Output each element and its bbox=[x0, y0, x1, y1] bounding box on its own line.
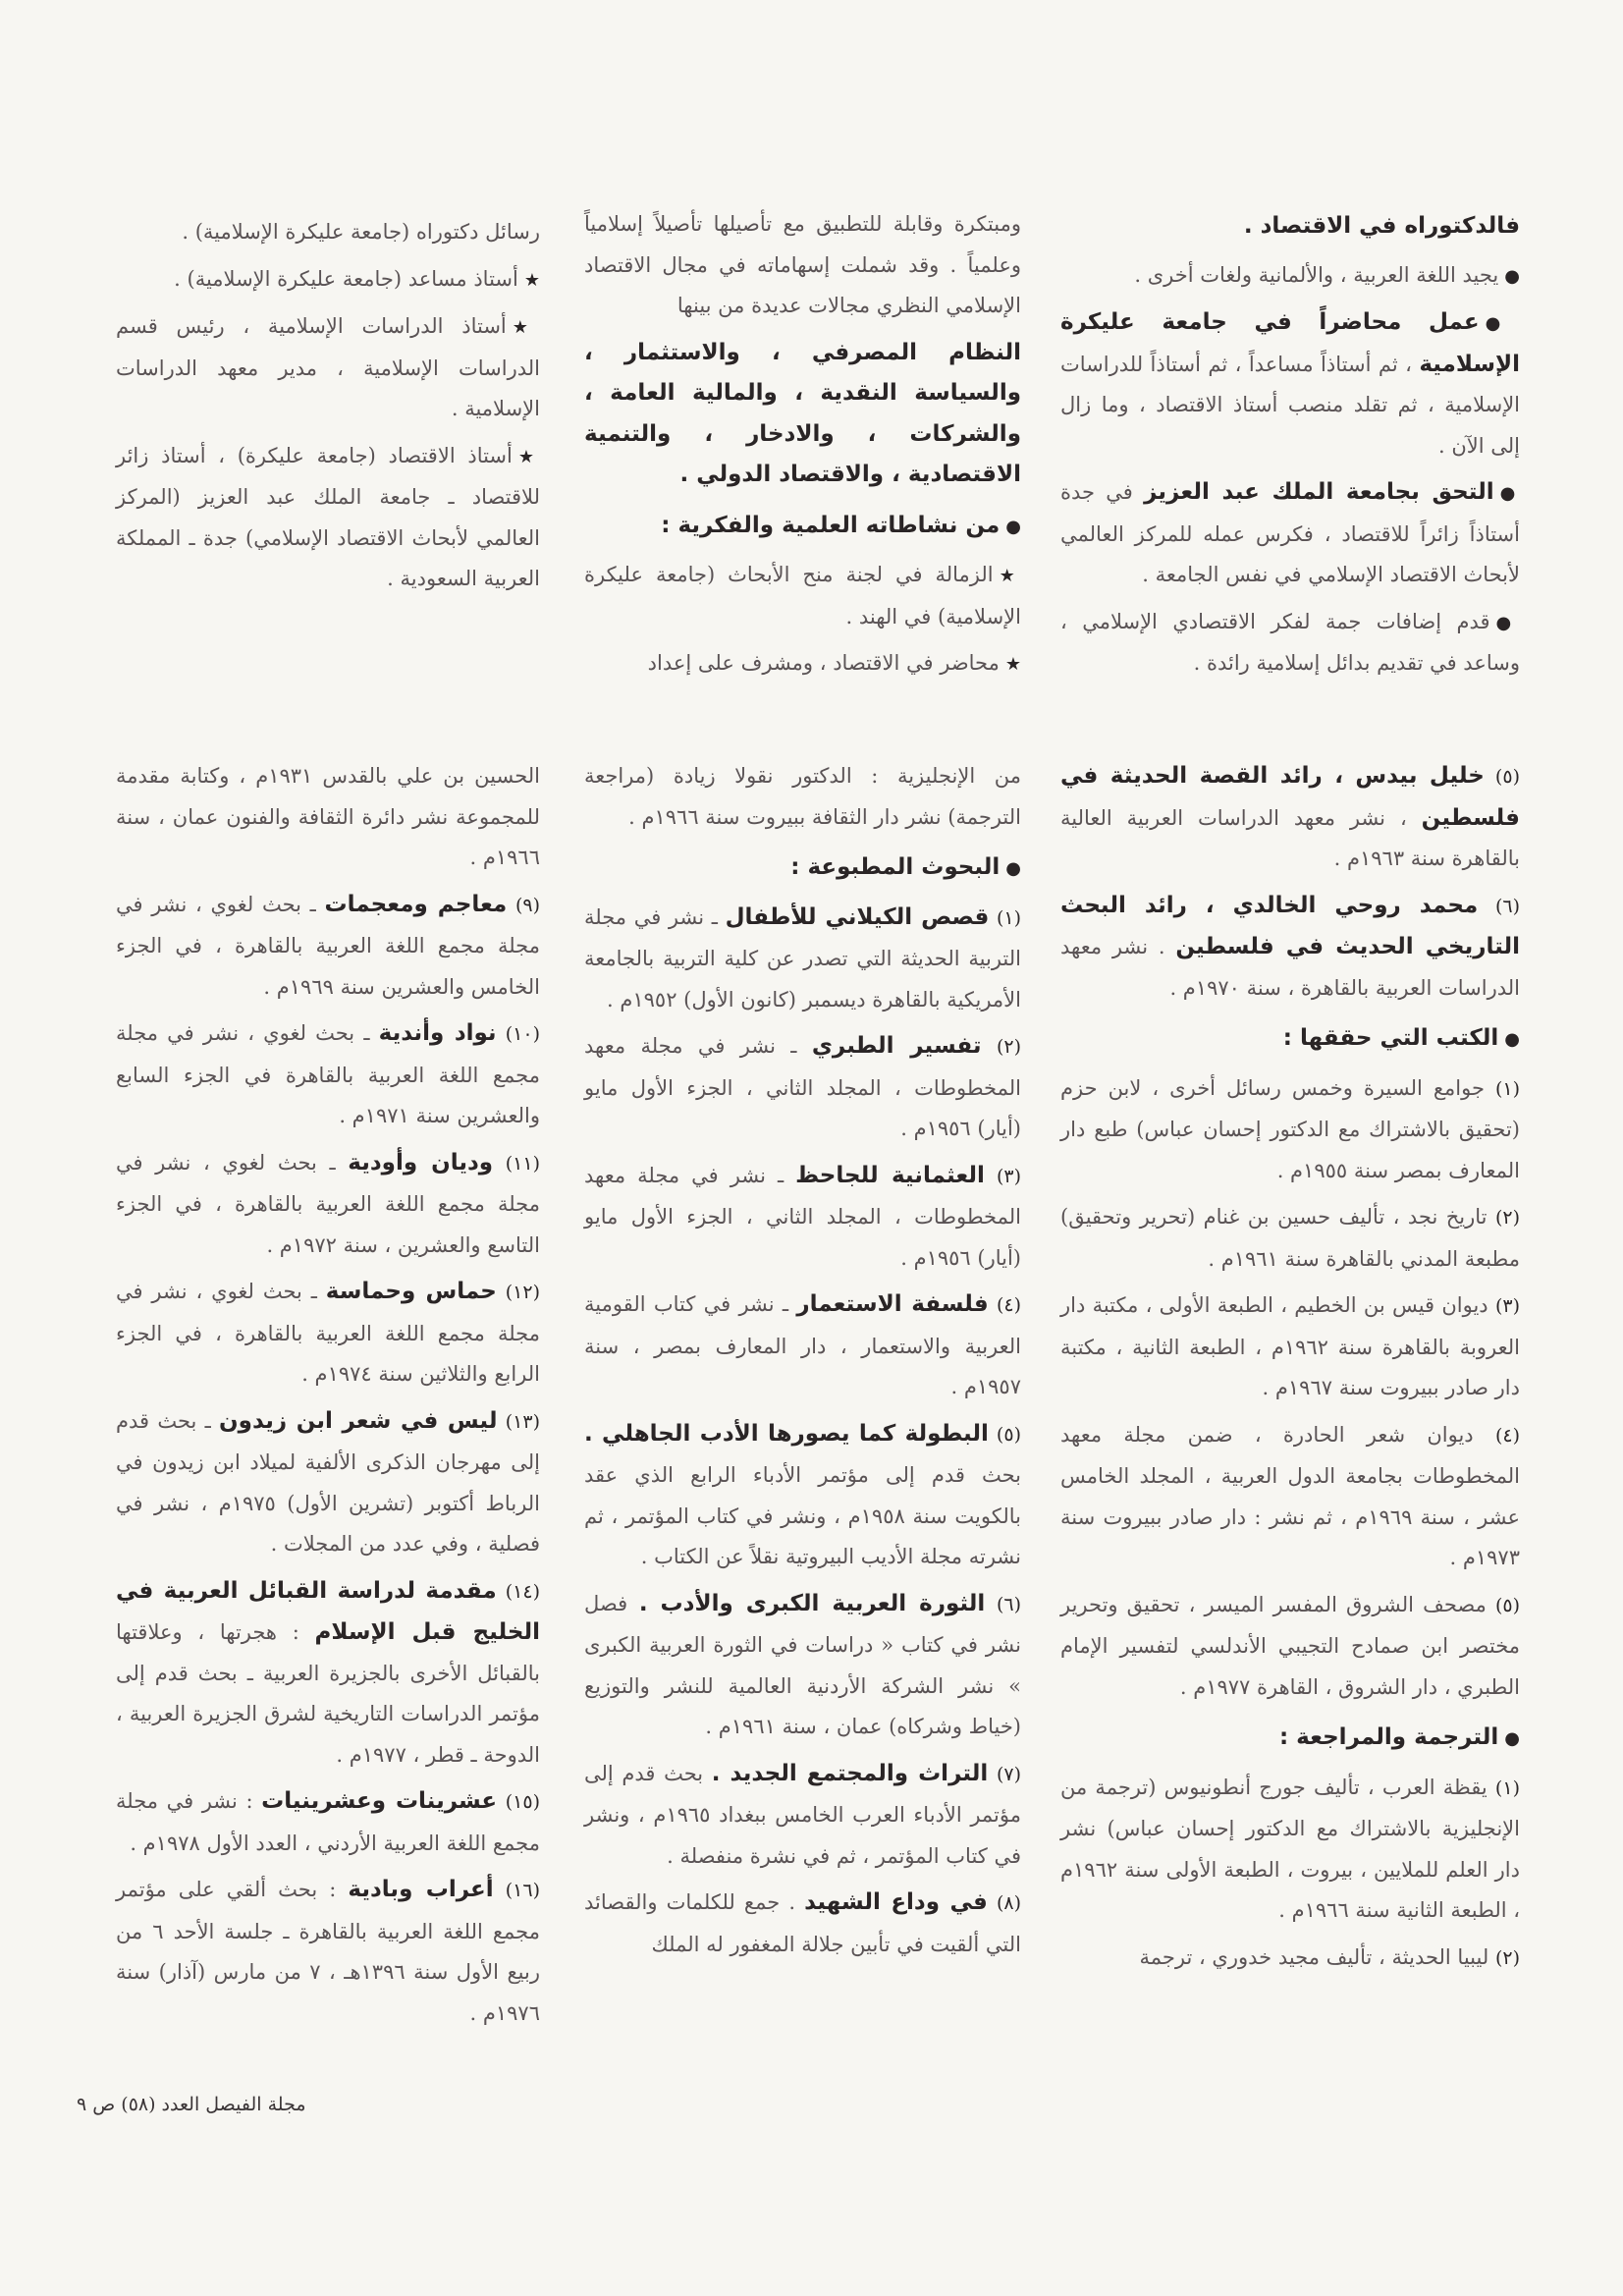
item-title: البطولة كما يصورها الأدب الجاهلي . bbox=[584, 1420, 989, 1447]
list-item bbox=[1060, 255, 1520, 298]
item-text: ـ نشر في كتاب القومية العربية والاستعمار ، دار المعارف بمصر ، سنة ١٩٥٧م . bbox=[584, 1292, 1021, 1398]
list-item bbox=[584, 1414, 1021, 1578]
star-icon: ★ bbox=[523, 269, 540, 291]
item-text: ـ نشر في مجلة معهد المخطوطات ، المجلد الثاني ، الجزء الأول مايو (أيار) ١٩٥٦م . bbox=[584, 1163, 1021, 1270]
list-item bbox=[116, 1272, 540, 1395]
item-text: قدم إضافات جمة لفكر الاقتصادي الإسلامي ، وساعد في تقديم بدائل إسلامية رائدة . bbox=[1060, 609, 1520, 675]
bottom-left-column bbox=[116, 756, 540, 2040]
item-number: (٣) bbox=[996, 1165, 1021, 1187]
list-item bbox=[116, 212, 540, 253]
section-heading bbox=[584, 847, 1021, 890]
list-item bbox=[584, 204, 1021, 327]
item-text: ـ نشر في مجلة معهد المخطوطات ، المجلد الثاني ، الجزء الأول مايو (أيار) ١٩٥٦م . bbox=[584, 1034, 1021, 1140]
item-number: (٦) bbox=[1494, 895, 1520, 917]
item-number: (٨) bbox=[996, 1892, 1021, 1914]
item-text: ليبيا الحديثة ، تأليف مجيد خدوري ، ترجمة bbox=[1139, 1944, 1489, 1969]
item-number: (١٣) bbox=[505, 1410, 540, 1433]
item-text: الزمالة في لجنة منح الأبحاث (جامعة عليكرة الإسلامية) في الهند . bbox=[584, 563, 1021, 629]
item-number: (٥) bbox=[1494, 1594, 1520, 1616]
star-icon: ★ bbox=[999, 566, 1021, 586]
item-text: بحث قدم إلى مؤتمر الأدباء الرابع الذي عقد بالكويت سنة ١٩٥٨م ، ونشر في كتاب المؤتمر ، ثم نشرته مجلة الأديب البيروتية نقلاً عن الكتاب . bbox=[584, 1463, 1021, 1568]
list-item bbox=[584, 1285, 1021, 1408]
item-text: . نشر معهد الدراسات العربية بالقاهرة ، سنة ١٩٧٠م . bbox=[1060, 935, 1520, 1000]
item-text: ـ بحث لغوي ، نشر في مجلة مجمع اللغة العربية بالقاهرة ، في الجزء الخامس والعشرين سنة ١٩٦٩م . bbox=[116, 892, 540, 999]
item-number: (١) bbox=[1494, 1777, 1520, 1799]
bottom-right-column bbox=[1060, 756, 1520, 1985]
list-item bbox=[1060, 756, 1520, 880]
item-text: الحسين بن علي بالقدس ١٩٣١م ، وكتابة مقدمة للمجموعة نشر دائرة الثقافة والفنون عمان ، سنة ١٩٦٦م . bbox=[116, 764, 540, 869]
item-text: يجيد اللغة العربية ، والألمانية ولغات أخرى . bbox=[1134, 262, 1499, 287]
item-text: ـ بحث قدم إلى مهرجان الذكرى الألفية لميلاد ابن زيدون في الرباط أكتوبر (تشرين الأول) ١٩٧٥م ، نشر في فصلية ، وفي عدد من المجلات . bbox=[116, 1408, 540, 1556]
item-text: ديوان قيس بن الخطيم ، الطبعة الأولى ، مكتبة دار العروبة بالقاهرة سنة ١٩٦٢م ، الطبعة الثانية ، مكتبة دار صادر ببيروت سنة ١٩٦٧م . bbox=[1060, 1293, 1520, 1399]
item-title: خليل بيدس ، رائد القصة الحديثة في فلسطين bbox=[1060, 763, 1520, 831]
list-item bbox=[584, 1754, 1021, 1878]
list-item bbox=[116, 1401, 540, 1565]
item-number: (٢) bbox=[1494, 1207, 1520, 1229]
item-text: محاضر في الاقتصاد ، ومشرف على إعداد bbox=[647, 651, 1000, 675]
section-heading bbox=[1060, 1018, 1520, 1061]
item-text: فصل نشر في كتاب « دراسات في الثورة العربية الكبرى » نشر الشركة الأردنية العالمية للنشر والتوزيع (خياط وشركاه) عمان ، سنة ١٩٦١م . bbox=[584, 1591, 1021, 1738]
list-item bbox=[584, 1156, 1021, 1280]
page-footer: مجلة الفيصل العدد (٥٨) ص ٩ bbox=[77, 2094, 306, 2115]
bottom-middle-column bbox=[584, 756, 1021, 1971]
item-text: : هجرتها ، وعلاقتها بالقبائل الأخرى بالجزيرة العربية ـ بحث قدم إلى مؤتمر الدراسات التاريخية لشرق الجزيرة العربية ، الدوحة ـ قطر ، ١٩٧٧م . bbox=[116, 1620, 540, 1767]
item-number: (١٢) bbox=[505, 1282, 540, 1303]
item-title: التراث والمجتمع الجديد . bbox=[711, 1760, 989, 1786]
list-item bbox=[116, 1571, 540, 1777]
item-number: (١١) bbox=[505, 1152, 541, 1175]
list-item bbox=[1060, 1938, 1520, 1980]
item-text: رسائل دكتوراه (جامعة عليكرة الإسلامية) . bbox=[182, 220, 540, 244]
list-item bbox=[1060, 472, 1520, 596]
item-number: (٤) bbox=[1494, 1424, 1520, 1447]
item-number: (٩) bbox=[514, 894, 540, 916]
list-item bbox=[584, 1883, 1021, 1965]
item-number: (٥) bbox=[1494, 766, 1520, 788]
item-number: (١) bbox=[996, 906, 1022, 929]
item-title: محمد روحي الخالدي ، رائد البحث التاريخي الحديث في فلسطين bbox=[1060, 892, 1520, 959]
item-text: : نشر في مجلة مجمع اللغة العربية الأردني ، العدد الأول ١٩٧٨م . bbox=[116, 1789, 540, 1855]
item-title: حماس وحماسة bbox=[325, 1279, 497, 1304]
item-text: ديوان شعر الحادرة ، ضمن مجلة معهد المخطوطات بجامعة الدول العربية ، المجلد الخامس عشر ، سنة ١٩٦٩م ، ثم نشر : دار صادر ببيروت سنة ١٩٧٣م . bbox=[1060, 1422, 1520, 1569]
heading-text: الترجمة والمراجعة : bbox=[1278, 1724, 1499, 1750]
bullet-icon: ● bbox=[1005, 516, 1021, 537]
star-icon: ★ bbox=[517, 446, 541, 467]
bullet-icon: ● bbox=[1005, 858, 1021, 879]
item-number: (٤) bbox=[996, 1294, 1021, 1316]
bullet-icon: ● bbox=[1495, 612, 1520, 633]
item-title: الثورة العربية الكبرى والأدب . bbox=[638, 1590, 986, 1616]
section-heading bbox=[584, 506, 1021, 548]
list-item bbox=[116, 1870, 540, 2034]
list-item bbox=[116, 885, 540, 1009]
list-item bbox=[584, 1026, 1021, 1150]
item-number: (١٦) bbox=[505, 1880, 540, 1901]
list-item bbox=[116, 259, 540, 301]
list-item bbox=[116, 1143, 540, 1267]
bullet-icon: ● bbox=[1485, 313, 1520, 334]
item-text: يقظة العرب ، تأليف جورج أنطونيوس (ترجمة من الإنجليزية بالاشتراك مع الدكتور إحسان عباس) نشر دار العلم للملايين ، بيروت ، الطبعة الأولى سنة ١٩٦٢م ، الطبعة الثانية سنة ١٩٦٦م . bbox=[1060, 1775, 1520, 1922]
list-item bbox=[584, 756, 1021, 838]
item-title: مقدمة لدراسة القبائل العربية في الخليج قبل الإسلام bbox=[116, 1577, 540, 1645]
list-item bbox=[584, 333, 1021, 496]
item-text: أستاذ الاقتصاد (جامعة عليكرة) ، أستاذ زائر للاقتصاد ـ جامعة الملك عبد العزيز (المركز العالمي لأبحاث الاقتصاد الإسلامي) جدة ـ المملكة العربية السعودية . bbox=[116, 443, 540, 590]
list-item bbox=[584, 1584, 1021, 1748]
item-number: (١) bbox=[1494, 1077, 1520, 1100]
item-title: وديان وأودية bbox=[348, 1149, 494, 1175]
list-item bbox=[116, 306, 540, 430]
bullet-icon: ● bbox=[1504, 1728, 1520, 1749]
item-title: تفسير الطبري bbox=[811, 1033, 982, 1059]
item-text: ـ نشر في مجلة التربية الحديثة التي تصدر عن كلية التربية بالجامعة الأمريكية بالقاهرة ديسمبر (كانون الأول) ١٩٥٢م . bbox=[584, 904, 1021, 1011]
list-item bbox=[584, 898, 1021, 1021]
item-number: (٣) bbox=[1494, 1295, 1520, 1317]
item-text: . جمع للكلمات والقصائد التي ألقيت في تأبين جلالة المغفور له الملك bbox=[584, 1890, 1021, 1956]
item-text: ـ بحث لغوي ، نشر في مجلة مجمع اللغة العربية بالقاهرة ، في الجزء الرابع والثلاثين سنة ١٩٧٤م . bbox=[116, 1280, 540, 1386]
section-heading bbox=[1060, 1718, 1520, 1760]
item-title: نواد وأندية bbox=[378, 1020, 497, 1046]
item-title: ليس في شعر ابن زيدون bbox=[219, 1407, 498, 1434]
item-title: عشرينات وعشرينيات bbox=[261, 1788, 498, 1814]
item-text: تاريخ نجد ، تأليف حسين بن غنام (تحرير وتحقيق) مطبعة المدني بالقاهرة سنة ١٩٦١م . bbox=[1060, 1205, 1520, 1271]
item-number: (١٤) bbox=[505, 1580, 540, 1603]
item-title: العثمانية للجاحظ bbox=[795, 1162, 985, 1188]
item-number: (٢) bbox=[996, 1036, 1021, 1058]
list-item bbox=[1060, 602, 1520, 684]
section-heading: فالدكتوراه في الاقتصاد . bbox=[1243, 213, 1520, 239]
list-item bbox=[1060, 1285, 1520, 1409]
item-title: التحق بجامعة الملك عبد العزيز bbox=[1144, 479, 1494, 505]
star-icon: ★ bbox=[1004, 654, 1021, 675]
heading-text: البحوث المطبوعة : bbox=[790, 854, 1001, 880]
list-item bbox=[116, 756, 540, 879]
item-text: ومبتكرة وقابلة للتطبيق مع تأصيلها تأصيلاً إسلامياً وعلمياً . وقد شملت إسهاماته في مجال الاقتصاد الإسلامي النظري مجالات عديدة من بينها bbox=[584, 212, 1021, 317]
list-item bbox=[1060, 302, 1520, 466]
list-item bbox=[1060, 1415, 1520, 1579]
item-text: في جدة أستاذاً زائراً للاقتصاد ، فكرس عمله للمركز العالمي لأبحاث الاقتصاد الإسلامي في نفس الجامعة . bbox=[1060, 480, 1520, 586]
item-title: النظام المصرفي ، والاستثمار ، والسياسة النقدية ، والمالية العامة ، والشركات ، والادخار ، والتنمية الاقتصادية ، والاقتصاد الدولي . bbox=[584, 339, 1021, 487]
item-title: فلسفة الاستعمار bbox=[796, 1291, 989, 1317]
list-item bbox=[584, 643, 1021, 685]
item-text: ـ بحث لغوي ، نشر في مجلة مجمع اللغة العربية بالقاهرة ، في الجزء التاسع والعشرين ، سنة ١٩٧٢م . bbox=[116, 1150, 540, 1257]
item-text: : بحث ألقي على مؤتمر مجمع اللغة العربية بالقاهرة ـ جلسة الأحد ٦ من ربيع الأول سنة ١٣٩٦هـ ، ٧ من مارس (آذار) سنة ١٩٧٦م . bbox=[116, 1878, 540, 2025]
item-number: (١٥) bbox=[505, 1791, 540, 1813]
list-item bbox=[116, 1013, 540, 1137]
list-item bbox=[116, 1781, 540, 1864]
heading-text: من نشاطاته العلمية والفكرية : bbox=[661, 512, 1001, 538]
list-item bbox=[1060, 1068, 1520, 1192]
list-item bbox=[1060, 1768, 1520, 1932]
item-text: أستاذ الدراسات الإسلامية ، رئيس قسم الدراسات الإسلامية ، مدير معهد الدراسات الإسلامية . bbox=[116, 314, 540, 420]
item-number: (٧) bbox=[996, 1763, 1021, 1785]
item-title: قصص الكيلاني للأطفال bbox=[725, 903, 990, 930]
top-left-column bbox=[116, 212, 540, 606]
item-title: في وداع الشهيد bbox=[804, 1889, 988, 1915]
list-item bbox=[584, 555, 1021, 637]
bullet-icon: ● bbox=[1504, 265, 1520, 287]
bullet-icon: ● bbox=[1504, 1029, 1520, 1050]
heading-text: الكتب التي حققها : bbox=[1282, 1025, 1499, 1051]
item-title: عمل محاضراً في جامعة عليكرة الإسلامية bbox=[1060, 309, 1520, 377]
list-item bbox=[116, 436, 540, 600]
item-number: (٦) bbox=[996, 1593, 1021, 1615]
item-text: بحث قدم إلى مؤتمر الأدباء العرب الخامس ببغداد ١٩٦٥م ، ونشر في كتاب المؤتمر ، ثم في نشرة منفصلة . bbox=[584, 1761, 1021, 1868]
item-text: مصحف الشروق المفسر الميسر ، تحقيق وتحرير مختصر ابن صمادح التجيبي الأندلسي لتفسير الإمام الطبري ، دار الشروق ، القاهرة ١٩٧٧م . bbox=[1060, 1592, 1520, 1699]
item-text: أستاذ مساعد (جامعة عليكرة الإسلامية) . bbox=[174, 266, 518, 291]
list-item bbox=[1060, 1197, 1520, 1280]
item-text: ، ثم أستاذاً مساعداً ، ثم أستاذاً للدراسات الإسلامية ، ثم تقلد منصب أستاذ الاقتصاد ، وما زال إلى الآن . bbox=[1060, 352, 1520, 458]
top-middle-column bbox=[584, 204, 1021, 691]
star-icon: ★ bbox=[512, 317, 540, 338]
item-text: من الإنجليزية : الدكتور نقولا زيادة (مراجعة الترجمة) نشر دار الثقافة ببيروت سنة ١٩٦٦م . bbox=[584, 764, 1021, 829]
top-right-column bbox=[1060, 196, 1520, 690]
bullet-icon: ● bbox=[1499, 483, 1520, 504]
list-item bbox=[1060, 886, 1520, 1010]
item-number: (٥) bbox=[996, 1423, 1021, 1446]
item-title: أعراب وبادية bbox=[348, 1877, 494, 1902]
item-number: (١٠) bbox=[505, 1023, 541, 1045]
item-title: معاجم ومعجمات bbox=[324, 891, 508, 917]
list-item bbox=[1060, 1585, 1520, 1709]
item-text: ، نشر معهد الدراسات العربية العالية بالقاهرة سنة ١٩٦٣م . bbox=[1060, 805, 1520, 870]
item-text: جوامع السيرة وخمس رسائل أخرى ، لابن حزم (تحقيق بالاشتراك مع الدكتور إحسان عباس) طبع دار المعارف بمصر سنة ١٩٥٥م . bbox=[1060, 1075, 1520, 1182]
item-number: (٢) bbox=[1494, 1946, 1520, 1969]
item-text: ـ بحث لغوي ، نشر في مجلة مجمع اللغة العربية بالقاهرة في الجزء السابع والعشرين سنة ١٩٧١م . bbox=[116, 1021, 540, 1127]
